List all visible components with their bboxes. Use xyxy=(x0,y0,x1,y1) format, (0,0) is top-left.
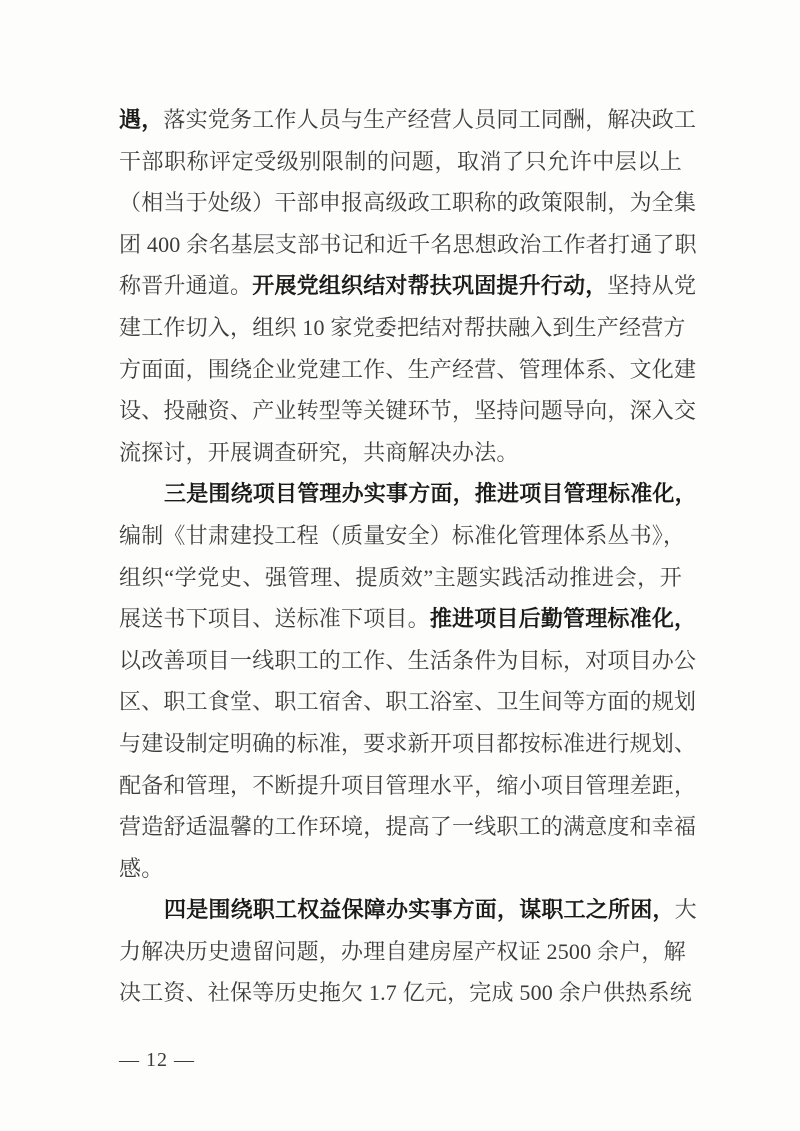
text-segment: 推进项目后勤管理标准化， xyxy=(429,606,697,632)
text-line xyxy=(119,640,697,682)
text-line xyxy=(119,265,697,307)
text-line xyxy=(119,432,682,474)
text-segment: 以改善项目一线职工的工作、生活条件为目标，对项目办公 xyxy=(119,647,697,673)
footer-page-number: — 12 — xyxy=(119,1049,195,1071)
text-segment: （相当于处级）干部申报高级政工职称的政策限制，为全集 xyxy=(119,190,697,216)
text-line xyxy=(119,473,697,515)
text-segment: 开展党组织结对帮扶巩固提升行动， xyxy=(252,273,608,299)
text-segment: 称晋升通道。 xyxy=(119,273,253,299)
text-segment: 遇， xyxy=(119,107,164,132)
text-line xyxy=(119,224,697,266)
text-segment: 力解决历史遗留问题，办理自建房屋产权证 2500 余户，解 xyxy=(119,938,686,964)
text-segment: 组织“学党史、强管理、提质效”主题实践活动推进会，开 xyxy=(119,564,682,590)
text-segment: 设、投融资、产业转型等关键环节，坚持问题导向，深入交 xyxy=(119,398,697,424)
text-line xyxy=(119,598,697,640)
text-line xyxy=(119,931,686,973)
text-segment: 建工作切入，组织 10 家党委把结对帮扶融入到生产经营方 xyxy=(119,314,686,340)
text-line xyxy=(119,806,697,848)
text-line xyxy=(119,515,686,557)
text-line xyxy=(119,307,686,349)
text-line xyxy=(119,349,697,391)
text-line xyxy=(119,99,697,141)
text-segment: 营造舒适温馨的工作环境，提高了一线职工的满意度和幸福 xyxy=(119,814,697,840)
text-segment: 团 400 余名基层支部书记和近千名思想政治工作者打通了职 xyxy=(119,231,697,257)
text-segment: 编制《甘肃建投工程（质量安全）标准化管理体系丛书》， xyxy=(119,522,686,548)
text-segment: 决工资、社保等历史拖欠 1.7 亿元，完成 500 余户供热系统 xyxy=(119,980,692,1006)
text-segment: 流探讨，开展调查研究，共商解决办法。 xyxy=(119,439,519,465)
text-segment: 配备和管理，不断提升项目管理水平，缩小项目管理差距， xyxy=(119,772,697,798)
text-segment: 三是围绕项目管理办实事方面，推进项目管理标准化， xyxy=(164,481,697,507)
text-segment: 干部职称评定受级别限制的问题，取消了只允许中层以上 xyxy=(119,148,682,174)
text-segment: 大 xyxy=(674,897,697,923)
text-line xyxy=(119,765,697,807)
text-segment: 落实党务工作人员与生产经营人员同工同酬，解决政工 xyxy=(163,107,697,132)
text-line xyxy=(119,681,697,723)
text-line xyxy=(119,390,697,432)
text-segment: 感。 xyxy=(119,855,164,881)
text-line xyxy=(119,972,692,1014)
text-segment: 坚持从党 xyxy=(607,273,697,299)
text-line xyxy=(119,848,682,890)
text-segment: 四是围绕职工权益保障办实事方面，谋职工之所困， xyxy=(164,897,675,923)
text-line xyxy=(119,889,697,931)
text-segment: 区、职工食堂、职工宿舍、职工浴室、卫生间等方面的规划 xyxy=(119,689,697,715)
text-line xyxy=(119,723,697,765)
text-segment: 方面面，围绕企业党建工作、生产经营、管理体系、文化建 xyxy=(119,356,697,382)
text-segment: 与建设制定明确的标准，要求新开项目都按标准进行规划、 xyxy=(119,730,697,756)
text-line xyxy=(119,141,682,183)
text-line xyxy=(119,182,697,224)
text-block xyxy=(119,99,697,1014)
text-segment: 展送书下项目、送标准下项目。 xyxy=(119,606,430,632)
text-line xyxy=(119,557,682,599)
